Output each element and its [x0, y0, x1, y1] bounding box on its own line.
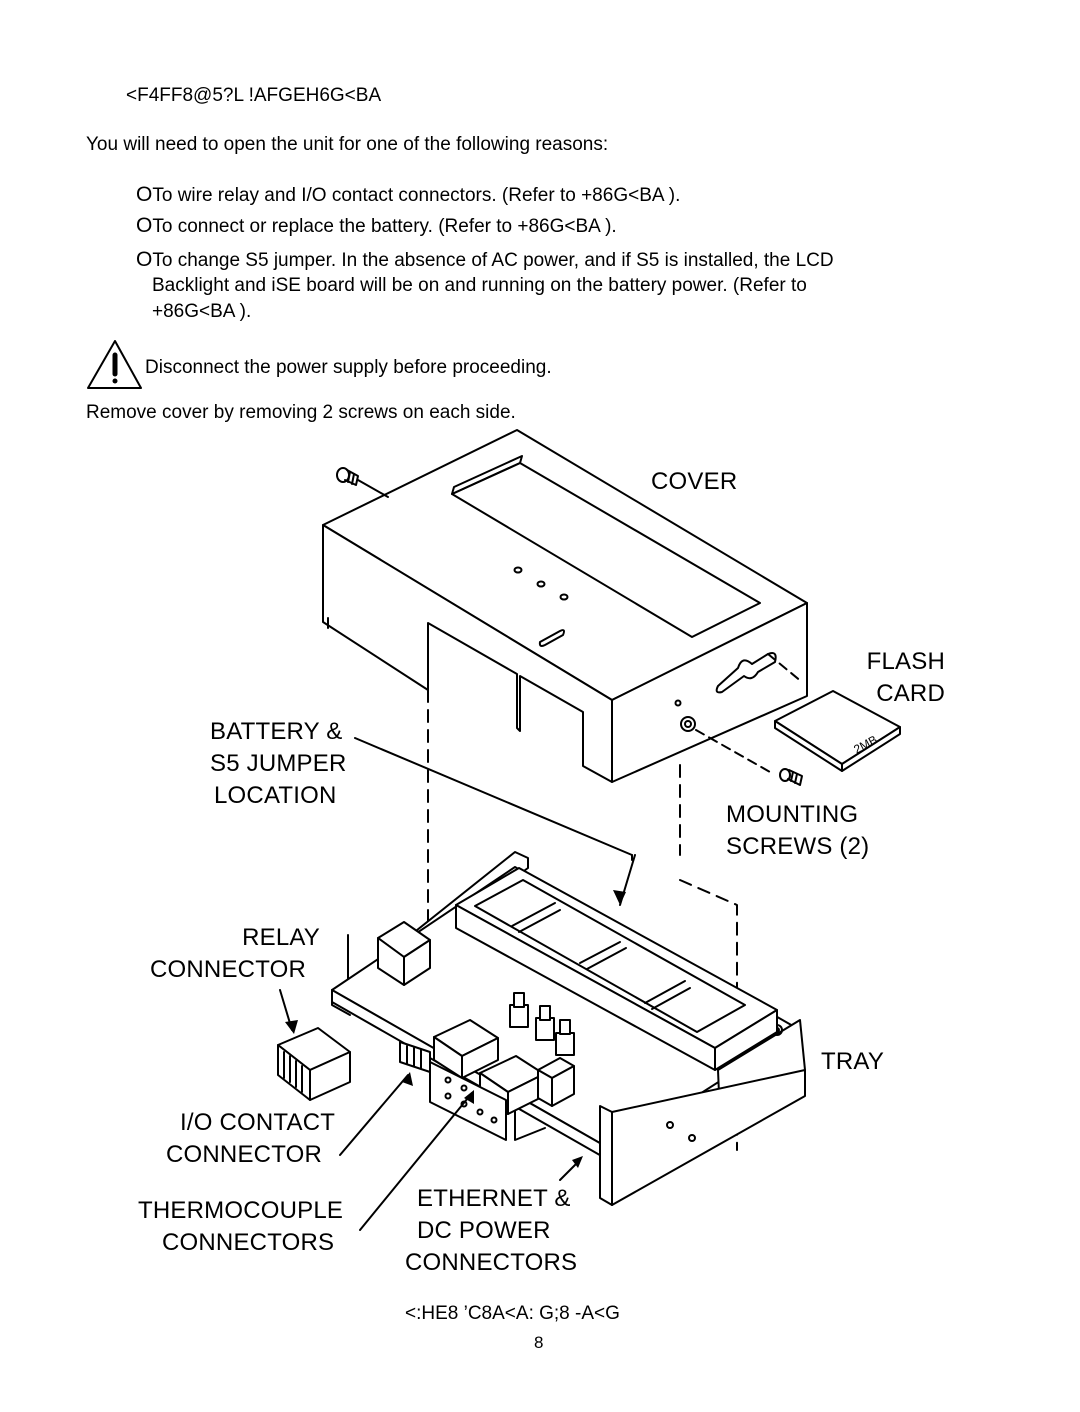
label-mounting-screws-2: SCREWS (2): [726, 833, 870, 860]
screw-icon: [337, 468, 388, 497]
label-relay-2: CONNECTOR: [150, 956, 307, 983]
bullet-text: To wire relay and I/O contact connectors. (Refer to +86G<BA ).: [152, 185, 681, 206]
page-number: 8: [534, 1333, 544, 1352]
label-tray: TRAY: [821, 1048, 885, 1075]
relay-connector-plug: [278, 1028, 350, 1100]
label-battery-1: BATTERY &: [210, 718, 343, 745]
screw-icon: [780, 769, 802, 785]
label-relay-1: RELAY: [242, 924, 320, 951]
label-thermocouple-2: CONNECTORS: [162, 1229, 335, 1256]
label-io-contact-1: I/O CONTACT: [180, 1109, 336, 1136]
warning-text: Disconnect the power supply before proceeding.: [145, 357, 552, 378]
bullet-mark: O: [136, 248, 153, 271]
intro-paragraph: You will need to open the unit for one of the following reasons:: [86, 134, 609, 155]
warning-icon: [88, 341, 141, 388]
label-ethernet-1: ETHERNET &: [417, 1185, 571, 1212]
bullet-continuation: +86G<BA ).: [152, 301, 252, 322]
bullet-mark: O: [136, 183, 153, 206]
label-flash-card-2: CARD: [876, 680, 945, 707]
instruction-text: Remove cover by removing 2 screws on each side.: [86, 402, 516, 423]
bullet-mark: O: [136, 214, 153, 237]
label-battery-3: LOCATION: [214, 782, 337, 809]
card-marking: 2MB: [851, 732, 880, 757]
bullet-continuation: Backlight and iSE board will be on and running on the battery power. (Refer to: [152, 275, 807, 296]
figure-caption: <:HE8 ’C8A<A: G;8 -A<G: [405, 1303, 620, 1324]
label-ethernet-2: DC POWER: [417, 1217, 551, 1244]
section-heading: <F4FF8@5?L !AFGEH6G<BA: [126, 85, 382, 106]
label-cover: COVER: [651, 468, 738, 495]
label-mounting-screws-1: MOUNTING: [726, 801, 859, 828]
label-io-contact-2: CONNECTOR: [166, 1141, 323, 1168]
label-battery-2: S5 JUMPER: [210, 750, 347, 777]
label-thermocouple-1: THERMOCOUPLE: [138, 1197, 344, 1224]
bullet-text: To change S5 jumper. In the absence of AC power, and if S5 is installed, the LCD: [152, 250, 834, 271]
label-ethernet-3: CONNECTORS: [405, 1249, 578, 1276]
label-flash-card-1: FLASH: [866, 648, 945, 675]
bullet-text: To connect or replace the battery. (Refer to +86G<BA ).: [152, 216, 617, 237]
